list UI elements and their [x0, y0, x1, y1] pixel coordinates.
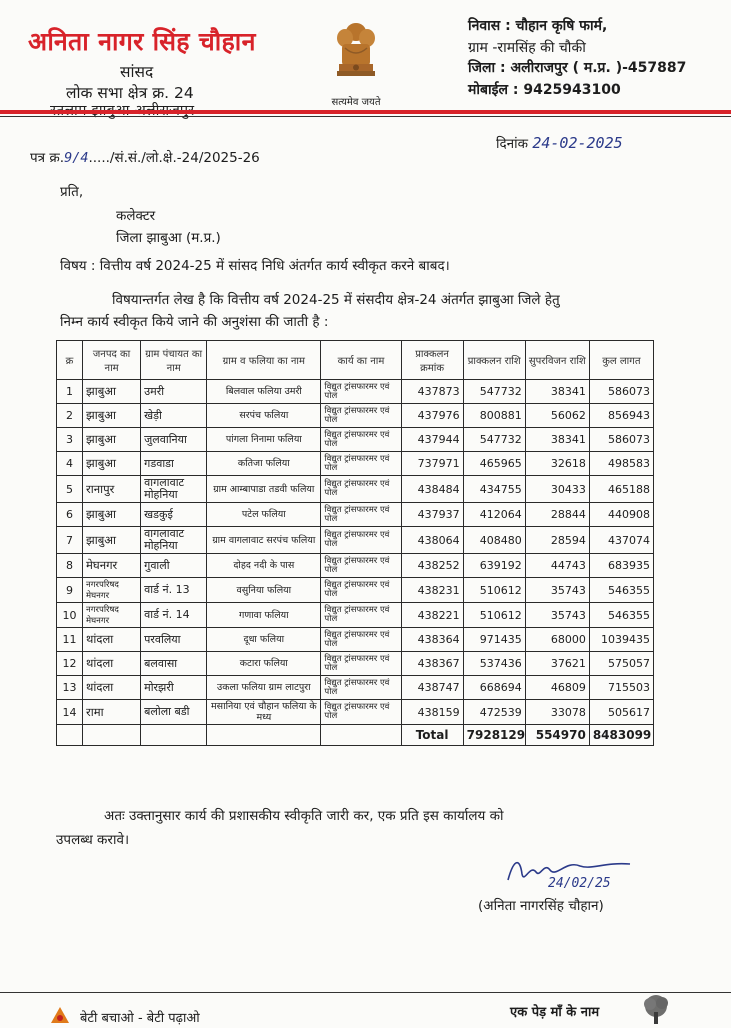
- table-row: [57, 554, 654, 578]
- cell-work-name: विद्युत ट्रांसफारमर एवं पोल: [321, 676, 401, 700]
- ref-suffix: ...../सं.सं./लो.क्षे.-24/2025-26: [88, 150, 260, 166]
- cell-supervision: 30433: [525, 476, 589, 503]
- cell-village: मसानिया एवं चौहान फलिया के मध्य: [207, 700, 321, 725]
- cell-estimate-amt: 510612: [463, 578, 525, 603]
- closing-line-1: अतः उक्तानुसार कार्य की प्रशासकीय स्वीकृति जारी कर, एक प्रति इस कार्यालय को: [104, 808, 504, 824]
- cell-sr: 6: [57, 503, 83, 527]
- cell-supervision: 56062: [525, 404, 589, 428]
- cell-estimate-amt: 408480: [463, 527, 525, 554]
- cell-supervision: 68000: [525, 628, 589, 652]
- cell-supervision: 46809: [525, 676, 589, 700]
- cell-janpad: झाबुआ: [83, 452, 141, 476]
- state-emblem: [318, 18, 394, 118]
- address-line-3: जिला : अलीराजपुर ( म.प्र. )-457887: [468, 60, 687, 76]
- table-row: [57, 676, 654, 700]
- cell-total-cost: 586073: [589, 380, 653, 404]
- table-row: [57, 603, 654, 628]
- cell-work-name: विद्युत ट्रांसफारमर एवं पोल: [321, 476, 401, 503]
- tree-icon: [638, 994, 674, 1024]
- cell-janpad: नगरपरिषद मेघनगर: [83, 578, 141, 603]
- cell-estimate-amt: 547732: [463, 428, 525, 452]
- cell-estimate-amt: 472539: [463, 700, 525, 725]
- table-row: [57, 428, 654, 452]
- table-row: [57, 527, 654, 554]
- cell-janpad: रानापुर: [83, 476, 141, 503]
- cell-estimate-amt: 800881: [463, 404, 525, 428]
- cell-janpad: झाबुआ: [83, 428, 141, 452]
- cell-village: दूधा फलिया: [207, 628, 321, 652]
- cell-janpad: झाबुआ: [83, 527, 141, 554]
- col-header-supervision: सुपरविजन राशि: [525, 341, 589, 380]
- cell-panchayat: मोरझरी: [141, 676, 207, 700]
- cell-supervision: 38341: [525, 380, 589, 404]
- cell-supervision: 33078: [525, 700, 589, 725]
- ref-prefix: पत्र क्र.: [30, 150, 65, 166]
- salutation: प्रति,: [60, 184, 84, 200]
- cell-work-name: विद्युत ट्रांसफारमर एवं पोल: [321, 603, 401, 628]
- cell-supervision: 28594: [525, 527, 589, 554]
- cell-village: बिलवाल फलिया उमरी: [207, 380, 321, 404]
- cell-sr: 9: [57, 578, 83, 603]
- cell-estimate-amt: 510612: [463, 603, 525, 628]
- table-row: [57, 476, 654, 503]
- cell-supervision: 28844: [525, 503, 589, 527]
- cell-janpad: मेघनगर: [83, 554, 141, 578]
- cell-estimate-no: 438064: [401, 527, 463, 554]
- cell-work-name: विद्युत ट्रांसफारमर एवं पोल: [321, 554, 401, 578]
- cell-panchayat: उमरी: [141, 380, 207, 404]
- cell-supervision: 35743: [525, 603, 589, 628]
- signature: [500, 854, 640, 902]
- cell-estimate-no: 438747: [401, 676, 463, 700]
- cell-total-cost: 505617: [589, 700, 653, 725]
- cell-estimate-amt: 971435: [463, 628, 525, 652]
- table-row: [57, 380, 654, 404]
- intro-line-2: निम्न कार्य स्वीकृत किये जाने की अनुशंसा की जाती है :: [60, 314, 329, 330]
- cell-village: वसुनिया फलिया: [207, 578, 321, 603]
- mobile-number: मोबाईल : 9425943100: [468, 82, 621, 98]
- cell-total-cost: 586073: [589, 428, 653, 452]
- cell-work-name: विद्युत ट्रांसफारमर एवं पोल: [321, 628, 401, 652]
- cell-total-cost: 440908: [589, 503, 653, 527]
- cell-sr: 5: [57, 476, 83, 503]
- cell-panchayat: खडकुई: [141, 503, 207, 527]
- col-header-estimate-amt: प्राक्कलन राशि: [463, 341, 525, 380]
- cell-work-name: विद्युत ट्रांसफारमर एवं पोल: [321, 428, 401, 452]
- subject-line: विषय : वित्तीय वर्ष 2024-25 में सांसद निधि अंतर्गत कार्य स्वीकृत करने बाबद।: [60, 258, 450, 274]
- col-header-village: ग्राम व फलिया का नाम: [207, 341, 321, 380]
- cell-village: पटेल फलिया: [207, 503, 321, 527]
- cell-village: कटारा फलिया: [207, 652, 321, 676]
- table-row: [57, 578, 654, 603]
- col-header-panchayat: ग्राम पंचायत का नाम: [141, 341, 207, 380]
- cell-total-cost: 498583: [589, 452, 653, 476]
- cell-estimate-amt: 465965: [463, 452, 525, 476]
- table-row: [57, 452, 654, 476]
- cell-total-cost: 1039435: [589, 628, 653, 652]
- cell-sr: 12: [57, 652, 83, 676]
- cell-janpad: थांदला: [83, 652, 141, 676]
- cell-sr: 4: [57, 452, 83, 476]
- cell-work-name: विद्युत ट्रांसफारमर एवं पोल: [321, 578, 401, 603]
- cell-village: कतिजा फलिया: [207, 452, 321, 476]
- col-header-sr: क्र: [57, 341, 83, 380]
- total-cost: 8483099: [589, 725, 653, 746]
- cell-village: ग्राम आम्बापाडा तडवी फलिया: [207, 476, 321, 503]
- cell-sr: 10: [57, 603, 83, 628]
- cell-panchayat: वागलावाट मोहनिया: [141, 476, 207, 503]
- cell-estimate-no: 437873: [401, 380, 463, 404]
- header-divider-red: [0, 110, 731, 114]
- emblem-motto: सत्यमेव जयते: [331, 97, 381, 108]
- cell-estimate-amt: 547732: [463, 380, 525, 404]
- cell-village: गणावा फलिया: [207, 603, 321, 628]
- cell-panchayat: बलवासा: [141, 652, 207, 676]
- cell-total-cost: 683935: [589, 554, 653, 578]
- cell-panchayat: वार्ड नं. 13: [141, 578, 207, 603]
- total-estimate: 7928129: [463, 725, 525, 746]
- date-value: 24-02-2025: [532, 134, 623, 152]
- cell-work-name: विद्युत ट्रांसफारमर एवं पोल: [321, 452, 401, 476]
- cell-estimate-no: 737971: [401, 452, 463, 476]
- footer-divider: [0, 992, 731, 993]
- cell-panchayat: वागलावाट मोहनिया: [141, 527, 207, 554]
- cell-supervision: 32618: [525, 452, 589, 476]
- cell-janpad: झाबुआ: [83, 380, 141, 404]
- cell-janpad: झाबुआ: [83, 503, 141, 527]
- cell-janpad: थांदला: [83, 628, 141, 652]
- col-header-total: कुल लागत: [589, 341, 653, 380]
- cell-work-name: विद्युत ट्रांसफारमर एवं पोल: [321, 404, 401, 428]
- signatory-name: (अनिता नागरसिंह चौहान): [478, 898, 604, 914]
- cell-supervision: 38341: [525, 428, 589, 452]
- table-row: [57, 503, 654, 527]
- table-row: [57, 628, 654, 652]
- table-header-row: [57, 341, 654, 380]
- cell-estimate-amt: 639192: [463, 554, 525, 578]
- cell-estimate-amt: 434755: [463, 476, 525, 503]
- cell-work-name: विद्युत ट्रांसफारमर एवं पोल: [321, 652, 401, 676]
- cell-sr: 8: [57, 554, 83, 578]
- letter-date: [496, 134, 623, 152]
- footer-slogan-left: बेटी बचाओ - बेटी पढ़ाओ: [80, 1011, 200, 1026]
- letter-reference: [30, 148, 260, 166]
- works-table: [56, 340, 654, 746]
- cell-estimate-no: 438484: [401, 476, 463, 503]
- cell-estimate-no: 437937: [401, 503, 463, 527]
- table-row: [57, 404, 654, 428]
- total-label: Total: [401, 725, 463, 746]
- cell-estimate-amt: 412064: [463, 503, 525, 527]
- mp-name: अनिता नागर सिंह चौहान: [28, 27, 256, 56]
- cell-total-cost: 437074: [589, 527, 653, 554]
- cell-work-name: विद्युत ट्रांसफारमर एवं पोल: [321, 700, 401, 725]
- col-header-estimate-no: प्राक्कलन क्रमांक: [401, 341, 463, 380]
- cell-panchayat: बलोला बडी: [141, 700, 207, 725]
- cell-village: ग्राम वागलावाट सरपंच फलिया: [207, 527, 321, 554]
- table-body: [57, 380, 654, 725]
- cell-panchayat: परवलिया: [141, 628, 207, 652]
- date-label: दिनांक: [496, 136, 529, 152]
- cell-village: सरपंच फलिया: [207, 404, 321, 428]
- cell-total-cost: 546355: [589, 578, 653, 603]
- table-row: [57, 700, 654, 725]
- address-line-1: निवास : चौहान कृषि फार्म,: [468, 18, 608, 34]
- recipient-title: कलेक्टर: [116, 208, 156, 224]
- cell-supervision: 44743: [525, 554, 589, 578]
- cell-estimate-no: 438231: [401, 578, 463, 603]
- cell-panchayat: गुवाली: [141, 554, 207, 578]
- cell-sr: 2: [57, 404, 83, 428]
- col-header-work: कार्य का नाम: [321, 341, 401, 380]
- signature-date: 24/02/25: [548, 876, 611, 891]
- col-header-janpad: जनपद का नाम: [83, 341, 141, 380]
- cell-supervision: 37621: [525, 652, 589, 676]
- cell-village: उकला फलिया ग्राम लाटपुरा: [207, 676, 321, 700]
- cell-panchayat: जुलवानिया: [141, 428, 207, 452]
- cell-total-cost: 856943: [589, 404, 653, 428]
- cell-sr: 7: [57, 527, 83, 554]
- cell-estimate-amt: 668694: [463, 676, 525, 700]
- cell-estimate-no: 438252: [401, 554, 463, 578]
- ref-number: 9/4: [64, 150, 89, 166]
- cell-total-cost: 715503: [589, 676, 653, 700]
- cell-village: पांगला निनामा फलिया: [207, 428, 321, 452]
- cell-sr: 11: [57, 628, 83, 652]
- constituency: लोक सभा क्षेत्र क्र. 24: [66, 84, 194, 102]
- closing-line-2: उपलब्ध करावे।: [56, 832, 130, 848]
- cell-work-name: विद्युत ट्रांसफारमर एवं पोल: [321, 503, 401, 527]
- cell-estimate-no: 438367: [401, 652, 463, 676]
- total-supervision: 554970: [525, 725, 589, 746]
- cell-total-cost: 546355: [589, 603, 653, 628]
- cell-estimate-no: 438221: [401, 603, 463, 628]
- cell-sr: 1: [57, 380, 83, 404]
- cell-supervision: 35743: [525, 578, 589, 603]
- cell-panchayat: गडवाडा: [141, 452, 207, 476]
- designation: सांसद: [120, 63, 154, 81]
- footer-slogan-right: एक पेड़ माँ के नाम: [510, 1005, 600, 1020]
- cell-estimate-amt: 537436: [463, 652, 525, 676]
- cell-estimate-no: 437976: [401, 404, 463, 428]
- address-line-2: ग्राम -रामसिंह की चौकी: [468, 40, 586, 56]
- cell-sr: 14: [57, 700, 83, 725]
- cell-total-cost: 465188: [589, 476, 653, 503]
- ashoka-emblem-icon: [333, 18, 379, 88]
- cell-panchayat: वार्ड नं. 14: [141, 603, 207, 628]
- cell-total-cost: 575057: [589, 652, 653, 676]
- cell-work-name: विद्युत ट्रांसफारमर एवं पोल: [321, 380, 401, 404]
- intro-line-1: विषयान्तर्गत लेख है कि वित्तीय वर्ष 2024-25 में संसदीय क्षेत्र-24 अंतर्गत झाबुआ जिले हेतु: [112, 292, 560, 308]
- cell-panchayat: खेड़ी: [141, 404, 207, 428]
- cell-work-name: विद्युत ट्रांसफारमर एवं पोल: [321, 527, 401, 554]
- cell-sr: 13: [57, 676, 83, 700]
- cell-village: दोहद नदी के पास: [207, 554, 321, 578]
- recipient-district: जिला झाबुआ (म.प्र.): [116, 230, 221, 246]
- header-divider-black: [0, 116, 731, 117]
- cell-janpad: रामा: [83, 700, 141, 725]
- cell-janpad: झाबुआ: [83, 404, 141, 428]
- cell-estimate-no: 437944: [401, 428, 463, 452]
- cell-estimate-no: 438364: [401, 628, 463, 652]
- cell-sr: 3: [57, 428, 83, 452]
- table-total-row: [57, 725, 654, 746]
- cell-estimate-no: 438159: [401, 700, 463, 725]
- table-row: [57, 652, 654, 676]
- cell-janpad: थांदला: [83, 676, 141, 700]
- beti-bachao-logo-icon: [50, 1006, 70, 1026]
- cell-janpad: नगरपरिषद मेघनगर: [83, 603, 141, 628]
